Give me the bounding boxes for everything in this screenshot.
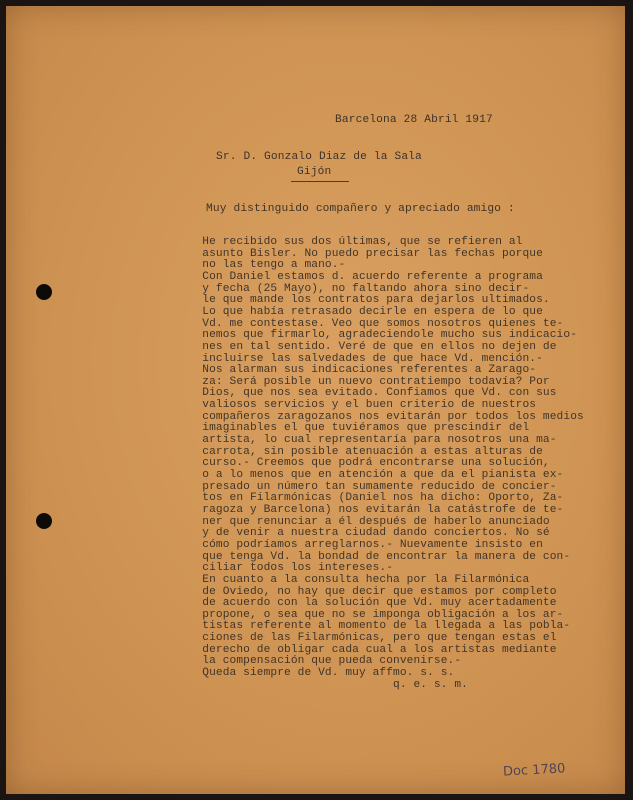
letter-salutation: Muy distinguido compañero y apreciado amigo : [206,203,515,215]
body-line: Lo que había retrasado decirle en espera de lo que [175,305,543,318]
body-line: He recibido sus dos últimas, que se refieren al [175,236,523,248]
body-line: de Oviedo, no hay que decir que estamos por completo [175,585,557,598]
letter-date: Barcelona 28 Abril 1917 [335,114,493,126]
body-line: Con Daniel estamos d. acuerdo referente a programa [175,270,543,283]
body-line: derecho de obligar cada cual a los artistas mediante [175,643,557,656]
body-line: o a lo menos que en atención a que da el pianista ex- [175,469,564,481]
body-line: za: Será posible un nuevo contratiempo todavía? Por [175,375,550,388]
body-line: q. e. s. m. [175,678,468,691]
body-line: carrota, sin posible atenuación a estas alturas de [175,445,543,458]
body-line: curso.- Creemos que podrá encontrarse una solución, [175,457,550,470]
body-line: Dios, que nos sea evitado. Confiamos que Vd. con sus [175,387,557,400]
body-line: Vd. me contestase. Veo que somos nosotros quienes te- [175,317,564,330]
body-line: incluirse las salvedades de que hace Vd. mención.- [175,352,543,365]
body-line: cómo podríamos arreglarnos.- Nuevamente insisto en [175,538,543,551]
body-line: de acuerdo con la solución que Vd. muy acertadamente [175,597,557,610]
punch-hole [36,284,52,300]
body-line: no las tengo a mano.- [175,259,346,272]
letter-page [6,6,625,794]
letter-addressee: Sr. D. Gonzalo Diaz de la Sala [216,151,422,163]
body-line: asunto Bisler. No puedo precisar las fechas porque [175,247,543,260]
body-line: artista, lo cual representaría para nosotros una ma- [175,434,557,447]
letter-city: Gijón [297,166,332,178]
city-underline [291,181,349,182]
body-line: la compensación que pueda convenirse.- [175,655,462,668]
body-line: compañeros zaragozanos nos evitarán por todos los medios [175,410,584,423]
body-line: valiosos servicios y el buen criterio de nuestros [175,399,537,412]
body-line: nemos que firmarlo, agradeciendole mucho sus indicacio- [175,329,578,342]
body-line: ragoza y Barcelona) nos evitarán la catástrofe de te- [175,503,564,516]
body-line: imaginables el que tuviéramos que prescindir del [175,422,530,435]
body-line: tistas referente al momento de la llegada a las pobla- [175,620,571,633]
body-line: y de venir a nuestra ciudad dando conciertos. No sé [175,527,550,540]
body-line: y fecha (25 Mayo), no faltando ahora sino decir- [175,282,530,295]
body-line: le que mande los contratos para dejarlos ultimados. [175,294,550,307]
body-line: propone, o sea que no se imponga obligación a los ar- [175,608,564,621]
body-line: que tenga Vd. la bondad de encontrar la manera de con- [175,550,571,563]
body-line: Queda siempre de Vd. muy affmo. s. s. [175,667,455,680]
punch-hole [36,513,52,529]
body-line: Nos alarman sus indicaciones referentes a Zarago- [175,364,537,377]
body-line: En cuanto a la consulta hecha por la Filarmónica [175,573,530,586]
body-line: ciliar todos los intereses.- [175,562,394,575]
body-line: ciones de las Filarmónicas, pero que tengan estas el [175,632,557,645]
body-line: tos en Filarmónicas (Daniel nos ha dicho: Oporto, Za- [175,492,564,505]
body-line: presado un número tan sumamente reducido de concier- [175,480,557,493]
body-line: ner que renunciar a él después de haberlo anunciado [175,515,550,528]
document-number-annotation: Doc 1780 [502,761,566,780]
body-line: nes en tal sentido. Veré de que en ellos no dejen de [175,340,557,353]
